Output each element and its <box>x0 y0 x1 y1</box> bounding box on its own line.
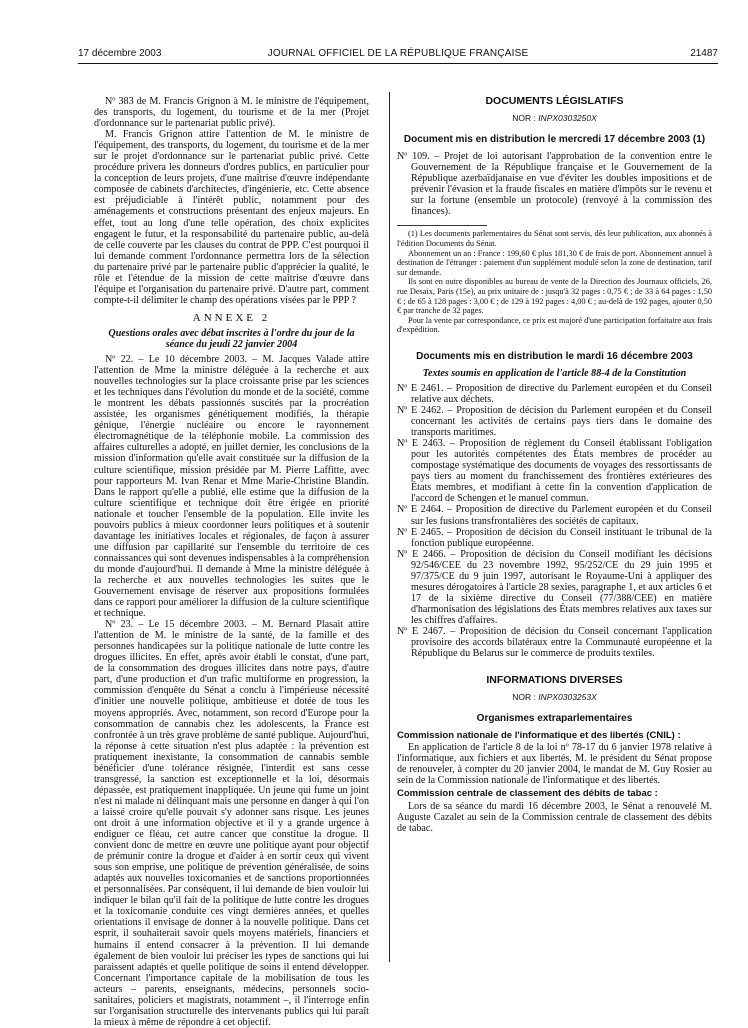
document-109: Nº 109. – Projet de loi autorisant l'approbation de la convention entre le Gouvernement de la République française et le Gouvernement de la République azerbaïdjanaise en vue d'éviter les doubles impositions et de prévenir l'évasion et la fraude fiscales en matière d'impôts sur le revenu et sur la fortune (ensemble un protocole) (renvoyé à la commission des finances). <box>397 151 712 218</box>
list-item: Nº E 2461. – Proposition de directive du Parlement européen et du Conseil relative aux déchets. <box>397 382 712 405</box>
question-23: Nº 23. – Le 15 décembre 2003. – M. Bernard Plasait attire l'attention de M. le ministre de la santé, de la famille et des personnes handicapées sur la politique nationale de lutte contre les drogues illicites. En effet, après avoir établi le constat, d'une part, de la consommation des drogues illicites dans notre pays, d'autre part, d'une production et d'un trafic multiforme en progression, la commission d'enquête du Sénat a conclu à l'impérieuse nécessité d'initier une nouvelle politique, ambitieuse et dotée de tous les moyens appropriés. Avec, notamment, son record d'Europe pour la consommation de cannabis chez les adolescents, la France est confrontée à un très grave problème de santé publique. Aujourd'hui, la réponse à cette situation n'est plus adaptée : la prévention est pratiquement inexistante, la consommation de cannabis semble bénéficier d'une tolérance résignée, l'interdit est sans cesse transgressé, la sanction est exceptionnelle et la loi, désormais dépassée, est pratiquement inappliquée. Un jeune qui fume un joint n'est ni malade ni délinquant mais une personne en danger à qui l'on a laissé croire qu'elle pouvait s'y adonner sans risque. Les jeunes ont droit à une information objective et il y a grande urgence à endiguer ce fléau, cet autre cancer que constitue la drogue. Il convient donc de mettre en œuvre une politique ayant pour objectif de prémunir contre la drogue et d'aider à en sortir ceux qui vivent sous son emprise, une politique de prévention généralisée, de soins adaptés aux nouvelles toxicomanies et de sanctions proportionnées et personnalisées. Par conséquent, il lui demande de bien vouloir lui indiquer le bilan qu'il fait de la politique de lutte contre les drogues et la toxicomanie conduite ces vingt dernières années, et quelles orientations il envisage de donner à la nouvelle politique. Dans cet esprit, il souhaiterait savoir quels moyens matériels, financiers et humains il entend consacrer à la prévention. Il lui demande également de bien vouloir lui préciser les types de sanctions qui lui paraissent adaptés et quelle politique de soins il entend développer. Concernant l'importance capitale de la mobilisation de tous les acteurs – parents, enseignants, médecins, personnels socio-sanitaires, policiers et magistrats, notamment –, il l'interroge enfin sur l'organisation structurelle des intervenants publics qui lui paraît la mieux à même de répondre à cet objectif. <box>94 619 369 1028</box>
list-item: Nº E 2467. – Proposition de décision du Conseil concernant l'application provisoire des accords bilatéraux entre la Communauté européenne et la République du Belarus sur le commerce de produits textiles. <box>397 625 712 660</box>
nor-code: INPX0303253X <box>538 692 597 703</box>
annexe-heading: ANNEXE 2 <box>192 311 271 324</box>
nor-label: NOR : <box>512 113 536 124</box>
tabac-heading: Commission centrale de classement des débits de tabac : <box>397 788 658 800</box>
right-column <box>397 96 712 834</box>
tabac-text: Lors de sa séance du mardi 16 décembre 2003, le Sénat a renouvelé M. Auguste Cazalet au sein de la Commission centrale de classement des débits de tabac. <box>397 800 712 834</box>
list-item: Nº E 2466. – Proposition de décision du Conseil modifiant les décisions 92/546/CEE du 23 novembre 1992, 95/252/CE du 29 juin 1995 et 97/375/CE du 9 juin 1997, autorisant le Royaume-Uni à appliquer des mesures dérogatoires à l'article 28 sexies, paragraphe 1, et aux articles 6 et 17 de la sixième directive du Conseil (77/388/CEE) en matière d'harmonisation des législations des États membres relatives aux taxes sur les chiffres d'affaires. <box>397 548 712 626</box>
question-22: Nº 22. – Le 10 décembre 2003. – M. Jacques Valade attire l'attention de Mme la ministre déléguée à la recherche et aux nouvelles technologies sur la place croissante prise par les sciences et les techniques dans l'évolution du monde et de la société, comme le montrent les débats passionnés suscités par la procréation assistée, les organismes génétiquement modifiés, la thérapie génique, l'énergie nucléaire ou encore le rayonnement électromagnétique de la téléphonie mobile. La commission des affaires culturelles a adopté, en juillet dernier, les conclusions de la mission d'information qu'elle avait constituée sur la diffusion de la culture scientifique, mission présidée par M. Pierre Laffitte, avec pour rapporteurs M. Ivan Renar et Mme Marie-Christine Blandin. Dans le rapport qu'elle a publié, elle estime que la diffusion de la culture scientifique et technique doit être érigée en priorité nationale et toucher l'ensemble de la population. Elle invite les pouvoirs publics à mieux coordonner leurs politiques et à soutenir davantage les initiatives locales et régionales, de façon à assurer une diffusion par capillarité sur l'ensemble du territoire de ces connaissances qui sont devenues indispensables à la compréhension du monde d'aujourd'hui. Il demande à Mme la ministre déléguée à la recherche et aux nouvelles technologies les suites que le Gouvernement envisage de réserver aux propositions formulées dans ce rapport pour améliorer la diffusion de la culture scientifique et technique. <box>94 354 369 620</box>
organismes-title: Organismes extraparlementaires <box>476 713 633 725</box>
nor-reference-1 <box>397 113 712 124</box>
list-item: Nº E 2463. – Proposition de règlement du Conseil établissant l'obligation pour les autorités compétentes des États membres de procéder au compostage systématique des documents de voyages des ressortissants de pays tiers au moment du franchissement des frontières extérieures des États membres, et modifiant à cette fin la convention d'application de l'accord de Schengen et le manuel commun. <box>397 438 712 505</box>
header-date: 17 décembre 2003 <box>78 48 162 59</box>
footnote-mail-order: Pour la vente par correspondance, ce prix est majoré d'une participation forfaitaire aux frais d'expédition. <box>397 315 712 335</box>
informations-diverses-title: INFORMATIONS DIVERSES <box>486 674 623 687</box>
nor-reference-2 <box>397 692 712 703</box>
page-header <box>78 48 718 62</box>
list-item: Nº E 2464. – Proposition de directive du Parlement européen et du Conseil sur les fusions transfrontalières des sociétés de capitaux. <box>397 504 712 527</box>
cnil-heading: Commission nationale de l'informatique et des libertés (CNIL) : <box>397 730 681 742</box>
annexe-subtitle: Questions orales avec débat inscrites à l'ordre du jour de la séance du jeudi 22 janvier 2004 <box>108 327 355 350</box>
list-item: Nº E 2462. – Proposition de décision du Parlement européen et du Conseil concernant les activités de certains pays tiers dans le domaine des transports maritimes. <box>397 405 712 439</box>
texts-88-4-title: Textes soumis en application de l'article 88-4 de la Constitution <box>422 367 687 379</box>
header-rule <box>78 63 718 64</box>
footnote-rule <box>397 225 487 226</box>
nor-code: INPX0303250X <box>538 113 597 124</box>
footnote-subscription: Abonnement un an : France : 199,60 € plus 181,30 € de frais de port. Abonnement annuel à destination de l'étranger : paiement d'un supplément modulé selon la zone de destination, tarif sur demande. <box>397 248 712 277</box>
left-column <box>94 96 369 1028</box>
distribution-title-2: Documents mis en distribution le mardi 16 décembre 2003 <box>416 350 693 362</box>
question-383-body: M. Francis Grignon attire l'attention de M. le ministre de l'équipement, des transports, du logement, du tourisme et de la mer sur le projet d'ordonnance sur le partenariat public privé. Cette procédure privera les donneurs d'ordres publics, en particulier pour la conception de leurs projets, d'une maîtrise d'œuvre indépendante composée de cabinets d'architectes, d'ingénierie, etc. Cette absence est préjudiciable à l'intérêt public, notamment pour des aménagements et constructions présentant des enjeux majeurs. En effet, tout au long d'une telle opération, des choix explicites engagent le futur, et la responsabilité du partenaire public, au-delà de celle couverte par les clauses du contrat de PPP. C'est pourquoi il lui demande comment l'ordonnance permettra lors de la sélection du partenaire privé par le partenaire public d'apprécier la qualité, le rôle et l'étendue de la mission de cette maîtrise d'œuvre dans l'équipe et l'organisation du partenaire privé. D'autre part, comment compte-t-il délimiter le champ des opérations visées par le PPP ? <box>94 129 369 306</box>
list-item: Nº E 2465. – Proposition de décision du Conseil instituant le tribunal de la fonction publique européenne. <box>397 526 712 549</box>
distribution-title-1: Document mis en distribution le mercredi 17 décembre 2003 (1) <box>403 134 706 146</box>
footnote-1: (1) Les documents parlementaires du Sénat sont servis, dès leur publication, aux abonnés à l'édition Documents du Sénat. <box>397 229 712 248</box>
page-number: 21487 <box>690 48 718 59</box>
question-383-intro: Nº 383 de M. Francis Grignon à M. le ministre de l'équipement, des transports, du logement, du tourisme et de la mer (Projet d'ordonnance sur le partenariat public privé). <box>94 96 369 130</box>
nor-label: NOR : <box>512 692 536 703</box>
cnil-text: En application de l'article 8 de la loi nº 78-17 du 6 janvier 1978 relative à l'informatique, aux fichiers et aux libertés, M. le président du Sénat propose de renouveler, à compter du 20 janvier 2004, le mandat de M. Guy Rosier au sein de la Commission nationale de l'informatique et des libertés. <box>397 742 712 787</box>
column-divider <box>389 92 390 962</box>
footnote-prices: Ils sont en outre disponibles au bureau de vente de la Direction des Journaux officiels, 26, rue Desaix, Paris (15e), au prix unitaire de : jusqu'à 32 pages : 0,75 € ; de 33 à 64 pages : 1,50 € ; de 65 à 128 pages : 3,00 € ; de 129 à 192 pages : 4,00 € ; au-delà de 192 pages, ajouter 0,50 € par tranche de 32 pages. <box>397 277 712 316</box>
journal-title: JOURNAL OFFICIEL DE LA RÉPUBLIQUE FRANÇAISE <box>267 48 529 59</box>
documents-legislatifs-title: DOCUMENTS LÉGISLATIFS <box>485 95 624 107</box>
